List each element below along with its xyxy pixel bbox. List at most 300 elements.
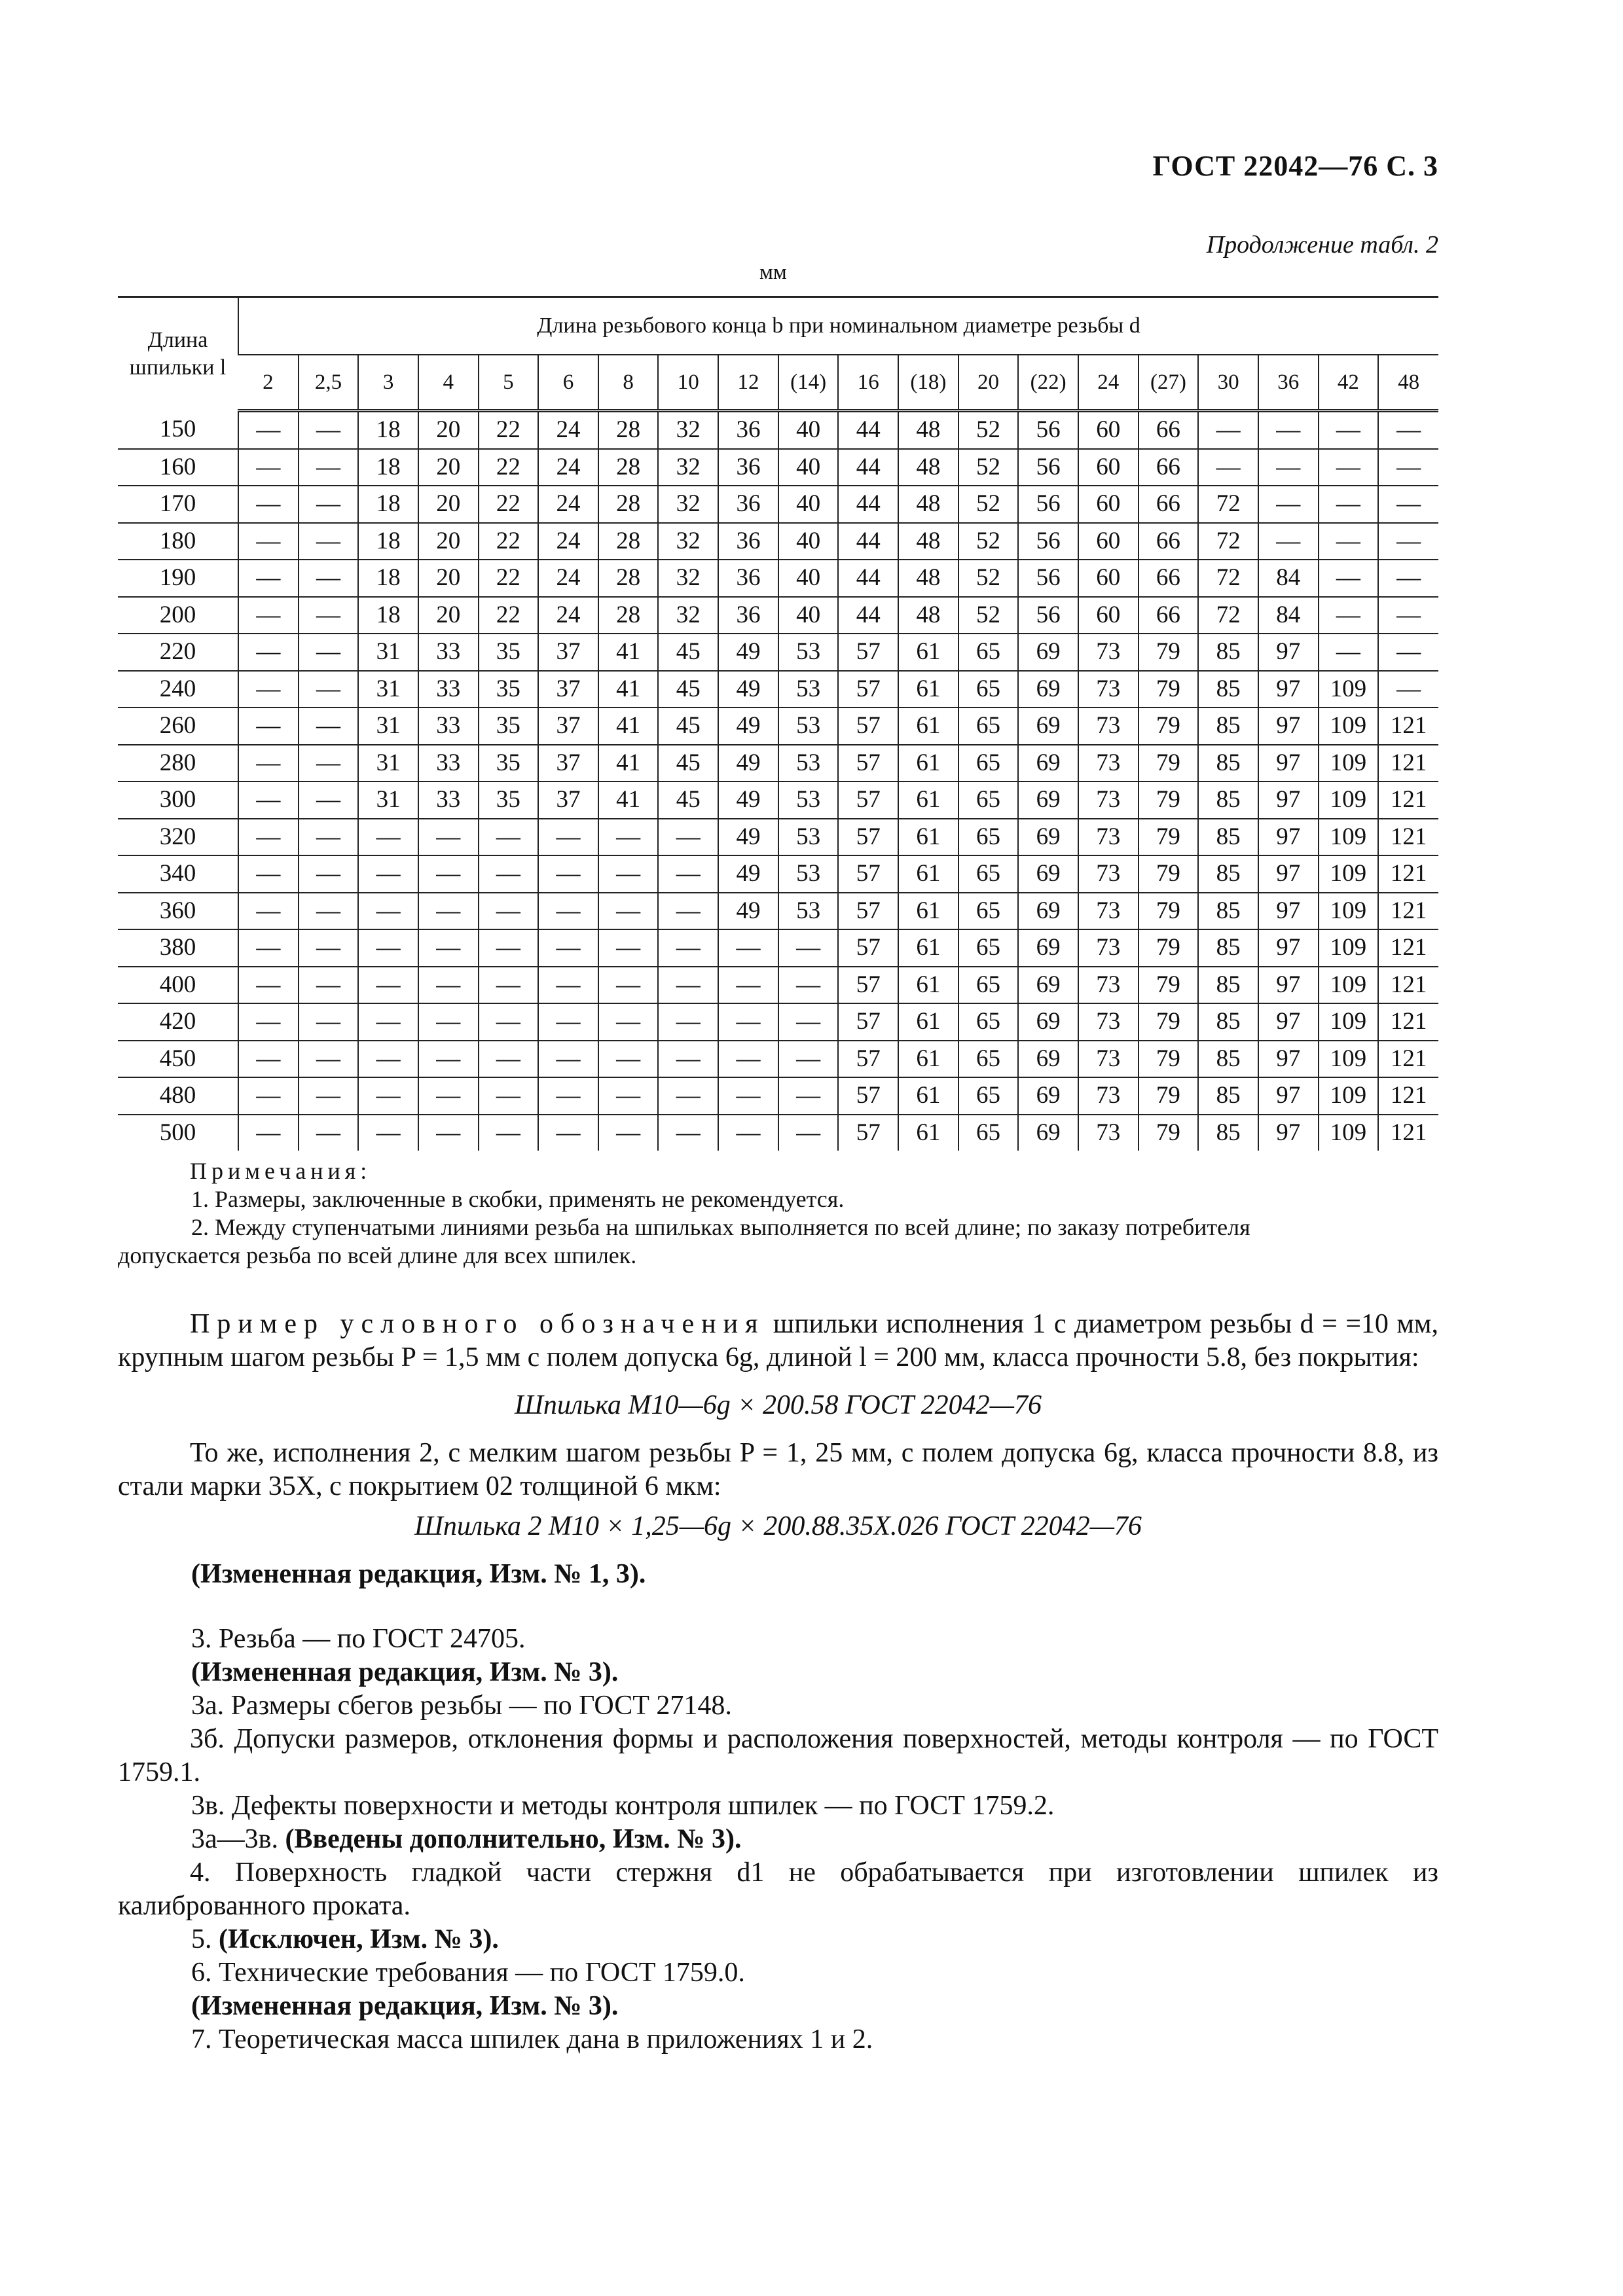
thread-length-cell: — [418,819,479,856]
thread-length-cell: 49 [718,855,778,893]
thread-length-cell: 97 [1258,671,1319,708]
thread-length-cell: 57 [838,967,898,1004]
thread-length-cell: 69 [1018,745,1078,782]
thread-length-cell: 24 [538,411,598,449]
thread-length-cell: 97 [1258,1077,1319,1115]
thread-length-cell: 36 [718,486,778,523]
table-row [118,708,1438,745]
thread-length-cell: 69 [1018,1077,1078,1115]
thread-length-cell: 48 [898,486,958,523]
thread-length-cell: — [299,523,359,560]
thread-length-cell: 69 [1018,819,1078,856]
thread-length-cell: — [778,1041,839,1078]
diameter-header: 48 [1378,355,1438,411]
thread-length-cell: 97 [1258,967,1319,1004]
thread-length-cell: — [658,855,718,893]
thread-length-cell: — [598,855,659,893]
thread-length-cell: 35 [479,708,539,745]
thread-length-cell: 18 [358,411,418,449]
thread-length-cell: 53 [778,855,839,893]
unit-label: мм [759,260,787,284]
thread-length-cell: 28 [598,411,659,449]
table-row [118,449,1438,486]
thread-length-cell: 52 [958,449,1019,486]
thread-length-cell: 36 [718,523,778,560]
thread-length-cell: 33 [418,708,479,745]
thread-length-cell: 85 [1198,929,1258,967]
thread-length-cell: 65 [958,819,1019,856]
thread-length-cell: 109 [1319,781,1379,819]
thread-length-cell: — [1258,449,1319,486]
thread-length-cell: 85 [1198,634,1258,671]
thread-length-cell: — [299,449,359,486]
thread-length-cell: — [238,708,299,745]
example-text: шпильки исполнения 1 с диаметром резьбы d = =10 мм, крупным шагом резьбы P = 1,5 мм с полем допуска 6g, длиной l = 200 мм, класса прочности 5.8, без покрытия: [118,1309,1438,1372]
thread-length-cell: 69 [1018,634,1078,671]
thread-length-cell: 20 [418,523,479,560]
thread-length-cell: 41 [598,671,659,708]
diameter-header: 20 [958,355,1019,411]
diameter-header: (27) [1139,355,1199,411]
thread-length-cell: 66 [1139,449,1199,486]
thread-length-cell: — [1378,449,1438,486]
thread-length-cell: — [1198,449,1258,486]
thread-length-cell: 69 [1018,967,1078,1004]
thread-length-cell: 85 [1198,671,1258,708]
thread-length-cell: 65 [958,634,1019,671]
thread-length-cell: — [538,929,598,967]
thread-length-cell: 49 [718,893,778,930]
thread-length-cell: — [238,671,299,708]
thread-length-cell: 32 [658,486,718,523]
thread-length-cell: 48 [898,560,958,597]
revision-note: (Измененная редакция, Изм. № 1, 3). [191,1559,646,1589]
diameter-header: 3 [358,355,418,411]
thread-length-cell: — [538,1077,598,1115]
thread-length-cell: 31 [358,708,418,745]
note-2-line2: допускается резьба по всей длине для всех шпилек. [118,1242,637,1268]
thread-length-cell: — [479,1077,539,1115]
thread-length-cell: — [358,1003,418,1041]
thread-length-cell: 41 [598,708,659,745]
thread-length-cell: — [479,1115,539,1151]
thread-length-cell: — [718,929,778,967]
thread-length-cell: 22 [479,486,539,523]
diameter-header: 10 [658,355,718,411]
thread-length-cell: — [299,597,359,634]
thread-length-cell: — [1378,486,1438,523]
thread-length-cell: 85 [1198,1115,1258,1151]
thread-length-cell: 28 [598,560,659,597]
thread-length-cell: 48 [898,411,958,449]
thread-length-cell: 109 [1319,893,1379,930]
thread-length-cell: 73 [1078,671,1139,708]
thread-length-cell: — [598,893,659,930]
thread-length-cell: — [1319,486,1379,523]
table-row [118,929,1438,967]
thread-length-cell: — [238,967,299,1004]
thread-length-cell: 65 [958,893,1019,930]
thread-length-cell: 24 [538,523,598,560]
thread-length-cell: 97 [1258,634,1319,671]
thread-length-cell: 22 [479,449,539,486]
thread-length-cell: 20 [418,597,479,634]
diameter-header: 36 [1258,355,1319,411]
thread-length-cell: 60 [1078,597,1139,634]
thread-length-cell: 53 [778,745,839,782]
thread-length-cell: 52 [958,560,1019,597]
thread-length-cell: 61 [898,967,958,1004]
thread-length-cell: 97 [1258,929,1319,967]
stud-length-cell: 150 [118,411,238,449]
thread-length-cell: 61 [898,1041,958,1078]
thread-length-cell: 31 [358,671,418,708]
thread-length-cell: — [1258,411,1319,449]
thread-length-cell: 85 [1198,745,1258,782]
thread-length-cell: 45 [658,781,718,819]
thread-length-cell: — [658,967,718,1004]
thread-length-cell: 52 [958,597,1019,634]
thread-length-cell: 53 [778,819,839,856]
thread-length-cell: 109 [1319,819,1379,856]
thread-length-cell: — [299,967,359,1004]
thread-length-cell: 53 [778,671,839,708]
thread-length-cell: 24 [538,449,598,486]
thread-length-cell: 57 [838,634,898,671]
thread-length-cell: — [358,929,418,967]
clause-6: 6. Технические требования — по ГОСТ 1759.0. [191,1958,745,1988]
stud-length-cell: 170 [118,486,238,523]
thread-length-cell: — [1258,486,1319,523]
note-2-line1: 2. Между ступенчатыми линиями резьба на шпильках выполняется по всей длине; по заказу потребителя [191,1214,1250,1240]
thread-length-cell: — [538,1115,598,1151]
thread-length-cell: 35 [479,745,539,782]
thread-length-cell: 61 [898,893,958,930]
table-row [118,486,1438,523]
thread-length-cell: — [238,1077,299,1115]
thread-length-cell: — [479,1041,539,1078]
designation-2: Шпилька 2 М10 × 1,25—6g × 200.88.35Х.026 ГОСТ 22042—76 [414,1511,1142,1541]
thread-length-cell: — [358,1115,418,1151]
diameter-header: 6 [538,355,598,411]
thread-length-cell: 66 [1139,486,1199,523]
thread-length-cell: — [538,1041,598,1078]
thread-length-cell: 40 [778,411,839,449]
thread-length-cell: 57 [838,1003,898,1041]
thread-length-cell: 85 [1198,855,1258,893]
thread-length-cell: 45 [658,708,718,745]
thread-length-cell: — [479,1003,539,1041]
diameter-header: (22) [1018,355,1078,411]
stud-length-cell: 220 [118,634,238,671]
stud-length-cell: 340 [118,855,238,893]
thread-length-cell: 69 [1018,781,1078,819]
thread-length-cell: — [538,819,598,856]
thread-length-cell: — [1378,671,1438,708]
thread-length-cell: 61 [898,745,958,782]
diameter-header: 2,5 [299,355,359,411]
thread-length-cell: 40 [778,523,839,560]
thread-length-cell: 65 [958,855,1019,893]
thread-length-cell: 48 [898,449,958,486]
thread-length-cell: — [238,855,299,893]
stud-length-cell: 160 [118,449,238,486]
stud-length-cell: 400 [118,967,238,1004]
table-row [118,855,1438,893]
thread-length-cell: 109 [1319,855,1379,893]
thread-length-cell: — [358,1041,418,1078]
thread-length-cell: 60 [1078,523,1139,560]
diameter-header-row [118,355,1438,411]
thread-length-cell: — [598,967,659,1004]
thread-length-cell: — [778,1077,839,1115]
thread-length-cell: 97 [1258,893,1319,930]
thread-length-cell: 28 [598,597,659,634]
thread-length-cell: 57 [838,1041,898,1078]
thread-length-cell: — [238,819,299,856]
thread-length-cell: 18 [358,486,418,523]
thread-length-cell: 65 [958,1041,1019,1078]
thread-length-cell: 44 [838,560,898,597]
thread-length-cell: 35 [479,634,539,671]
thread-length-cell: 31 [358,634,418,671]
thread-length-cell: 85 [1198,819,1258,856]
thread-length-cell: — [238,1003,299,1041]
thread-length-cell: 24 [538,560,598,597]
table-row [118,1041,1438,1078]
thread-length-cell: 73 [1078,708,1139,745]
thread-length-cell: 60 [1078,411,1139,449]
thread-length-cell: 84 [1258,560,1319,597]
thread-length-cell: 85 [1198,708,1258,745]
thread-length-cell: — [358,893,418,930]
thread-length-cell: 73 [1078,1003,1139,1041]
thread-length-cell: 49 [718,671,778,708]
thread-length-cell: 40 [778,449,839,486]
table-row [118,634,1438,671]
thread-length-cell: 52 [958,523,1019,560]
thread-length-cell: 28 [598,486,659,523]
thread-length-cell: 52 [958,411,1019,449]
thread-length-cell: 121 [1378,929,1438,967]
thread-length-cell: 53 [778,781,839,819]
thread-length-cell: — [1319,449,1379,486]
page-header: ГОСТ 22042—76 С. 3 [1152,150,1438,182]
thread-length-cell: — [598,929,659,967]
thread-length-cell: 121 [1378,708,1438,745]
thread-length-cell: 79 [1139,1115,1199,1151]
thread-length-cell: 60 [1078,449,1139,486]
stud-length-cell: 360 [118,893,238,930]
thread-length-cell: 69 [1018,855,1078,893]
thread-length-cell: — [1378,560,1438,597]
thread-length-cell: — [538,1003,598,1041]
thread-length-cell: — [778,1115,839,1151]
thread-length-cell: — [479,855,539,893]
thread-length-cell: 36 [718,449,778,486]
thread-length-cell: — [1378,597,1438,634]
thread-length-cell: — [479,929,539,967]
thread-length-cell: 22 [479,560,539,597]
thread-length-cell: — [418,1077,479,1115]
thread-length-cell: 56 [1018,560,1078,597]
stud-length-cell: 320 [118,819,238,856]
thread-length-cell: 73 [1078,1041,1139,1078]
thread-length-cell: 69 [1018,708,1078,745]
thread-length-cell: — [238,781,299,819]
thread-length-cell: — [1319,634,1379,671]
thread-length-cell: — [658,1041,718,1078]
thread-length-cell: 49 [718,819,778,856]
thread-length-cell: 79 [1139,671,1199,708]
thread-length-cell: — [299,745,359,782]
thread-length-cell: — [538,893,598,930]
thread-length-cell: 69 [1018,671,1078,708]
stud-length-cell: 200 [118,597,238,634]
notes [118,1157,1438,1270]
thread-length-cell: 121 [1378,1115,1438,1151]
thread-length-cell: 69 [1018,1003,1078,1041]
thread-length-cell: 85 [1198,1041,1258,1078]
thread-length-cell: — [658,929,718,967]
thread-length-cell: 79 [1139,967,1199,1004]
thread-length-cell: 73 [1078,967,1139,1004]
thread-length-cell: 65 [958,967,1019,1004]
thread-length-cell: — [299,819,359,856]
thread-length-cell: 61 [898,634,958,671]
table-row [118,745,1438,782]
thread-length-table [118,296,1438,1151]
thread-length-cell: — [299,855,359,893]
thread-length-cell: 109 [1319,1041,1379,1078]
thread-length-cell: 20 [418,411,479,449]
thread-length-cell: — [1319,523,1379,560]
thread-length-cell: 97 [1258,708,1319,745]
thread-length-cell: 61 [898,781,958,819]
thread-length-cell: 33 [418,745,479,782]
thread-length-cell: 97 [1258,855,1319,893]
thread-length-cell: 37 [538,745,598,782]
thread-length-cell: 121 [1378,1003,1438,1041]
thread-length-cell: 79 [1139,855,1199,893]
thread-length-cell: 20 [418,486,479,523]
thread-length-cell: 37 [538,781,598,819]
example-lead: Пример условного обозначения [190,1309,765,1339]
column-header-stud-length: Длина шпильки l [118,297,238,411]
thread-length-cell: 97 [1258,781,1319,819]
thread-length-cell: — [238,411,299,449]
thread-length-cell: 28 [598,523,659,560]
thread-length-cell: 44 [838,449,898,486]
thread-length-cell: 61 [898,708,958,745]
thread-length-cell: 56 [1018,486,1078,523]
thread-length-cell: 85 [1198,893,1258,930]
thread-length-cell: 109 [1319,1077,1379,1115]
thread-length-cell: — [1378,523,1438,560]
thread-length-cell: 66 [1139,523,1199,560]
thread-length-cell: 121 [1378,781,1438,819]
thread-length-cell: 61 [898,819,958,856]
table-row [118,967,1438,1004]
thread-length-cell: — [598,1003,659,1041]
thread-length-cell: 57 [838,781,898,819]
thread-length-cell: 24 [538,486,598,523]
thread-length-cell: 79 [1139,781,1199,819]
thread-length-cell: — [238,597,299,634]
thread-length-cell: 35 [479,781,539,819]
thread-length-cell: 45 [658,671,718,708]
thread-length-cell: — [238,486,299,523]
notes-title: Примечания: [190,1158,372,1184]
thread-length-cell: 32 [658,523,718,560]
thread-length-cell: — [718,1115,778,1151]
thread-length-cell: 121 [1378,967,1438,1004]
thread-length-cell: 49 [718,745,778,782]
thread-length-cell: 66 [1139,597,1199,634]
thread-length-cell: — [418,855,479,893]
thread-length-cell: — [718,967,778,1004]
clause-3a: 3а. Размеры сбегов резьбы — по ГОСТ 27148. [191,1691,732,1721]
thread-length-cell: 24 [538,597,598,634]
thread-length-cell: — [299,560,359,597]
thread-length-cell: 31 [358,781,418,819]
column-group-header: Длина резьбового конца b при номинальном диаметре резьбы d [238,297,1438,355]
stud-length-cell: 300 [118,781,238,819]
thread-length-cell: 61 [898,929,958,967]
thread-length-cell: — [538,855,598,893]
thread-length-cell: — [238,523,299,560]
thread-length-cell: 60 [1078,560,1139,597]
thread-length-cell: 97 [1258,819,1319,856]
clause-3-revision: (Измененная редакция, Изм. № 3). [191,1657,619,1687]
clause-3: 3. Резьба — по ГОСТ 24705. [191,1624,526,1654]
thread-length-cell: 69 [1018,893,1078,930]
designation-1: Шпилька М10—6g × 200.58 ГОСТ 22042—76 [515,1390,1042,1420]
stud-length-cell: 500 [159,1119,196,1146]
thread-length-cell: — [479,893,539,930]
thread-length-cell: — [1258,523,1319,560]
thread-length-cell: 45 [658,745,718,782]
table-row [118,819,1438,856]
thread-length-cell: 61 [898,671,958,708]
thread-length-cell: 73 [1078,634,1139,671]
thread-length-cell: — [238,1041,299,1078]
thread-length-cell: 36 [718,411,778,449]
thread-length-cell: — [358,1077,418,1115]
thread-length-cell: 121 [1378,1041,1438,1078]
thread-length-cell: 36 [718,560,778,597]
table-row [118,523,1438,560]
thread-length-cell: 65 [958,671,1019,708]
thread-length-cell: — [598,1115,659,1151]
thread-length-cell: 57 [838,745,898,782]
thread-length-cell: — [718,1003,778,1041]
thread-length-cell: 85 [1198,1077,1258,1115]
thread-length-cell: 32 [658,597,718,634]
thread-length-cell: 18 [358,449,418,486]
thread-length-cell: 97 [1258,1115,1319,1151]
thread-length-cell: 49 [718,634,778,671]
thread-length-cell: — [238,634,299,671]
thread-length-cell: 53 [778,634,839,671]
thread-length-cell: — [418,929,479,967]
thread-length-cell: 79 [1139,745,1199,782]
thread-length-cell: 65 [958,708,1019,745]
thread-length-cell: 79 [1139,929,1199,967]
thread-length-cell: — [658,1115,718,1151]
clause-3a-3v: 3а—3в. (Введены дополнительно, Изм. № 3). [191,1824,742,1854]
thread-length-cell: 44 [838,411,898,449]
